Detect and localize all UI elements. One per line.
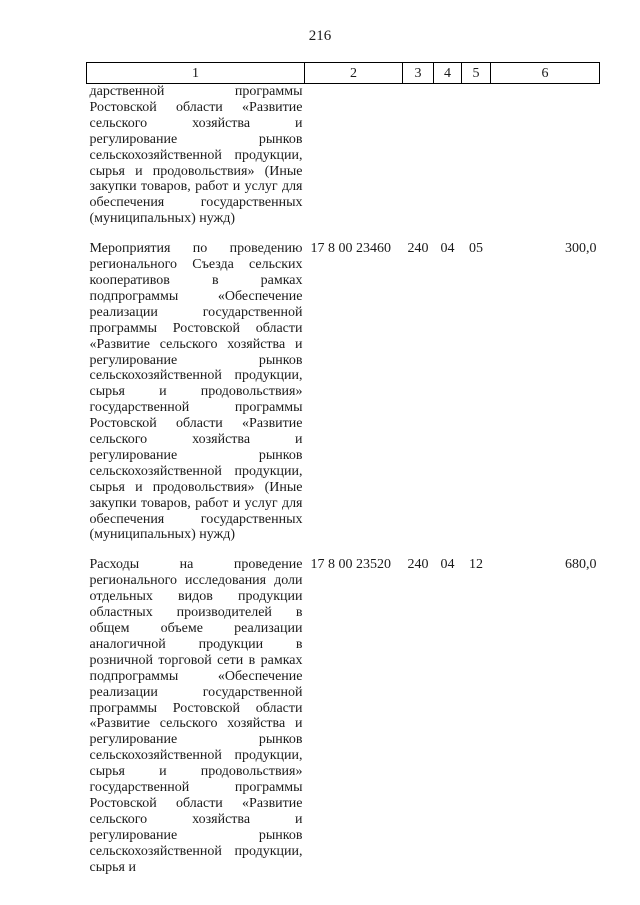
row-pr [462,84,491,228]
table-row [87,557,600,875]
header-row [87,63,600,84]
header-col-5: 5 [462,63,491,84]
table-body [87,84,600,876]
header-col-6: 6 [491,63,600,84]
row-description: Расходы на проведение регионального исследования доли отдельных видов продукции областных производителей в общем объеме реализации аналогичной продукции в розничной торговой сети в рамках подпрограммы «Обеспечение реализации государственной программы Ростовской области «Развитие сельского хозяйства и регулирование рынков сельскохозяйственной продукции, сырья и продовольствия» государственной программы Ростовской области «Развитие сельского хозяйства и регулирование рынков сельскохозяйственной продукции, сырья и [89,557,303,875]
header-col-4: 4 [434,63,462,84]
header-col-3: 3 [403,63,434,84]
row-code: 17 8 00 23460 [310,241,391,257]
header-col-2: 2 [305,63,403,84]
row-code [305,84,403,228]
row-description: Мероприятия по проведению регионального Съезда сельских кооперативов в рамках подпрограммы «Обеспечение реализации государственной программы Ростовской области «Развитие сельского хозяйства и регулирование рынков сельскохозяйственной продукции, сырья и продовольствия» государственной программы Ростовской области «Развитие сельского хозяйства и регулирование рынков сельскохозяйственной продукции, сырья и продовольствия» (Иные закупки товаров, работ и услуг для обеспечения государственных (муниципальных) нужд) [89,241,303,543]
row-rz [434,84,462,228]
budget-table [86,62,600,876]
row-code: 17 8 00 23520 [310,557,391,573]
row-rz: 04 [440,557,455,573]
row-spacer [87,543,600,557]
row-rz: 04 [440,241,455,257]
row-vr: 240 [407,557,429,573]
row-pr: 12 [469,557,483,573]
row-amount [491,84,600,228]
header-col-1: 1 [87,63,305,84]
row-vr: 240 [407,241,429,257]
row-description: дарственной программы Ростовской области «Развитие сельского хозяйства и регулирование рынков сельскохозяйственной продукции, сырья и продовольствия» (Иные закупки товаров, работ и услуг для обеспечения государственных (муниципальных) нужд) [89,84,303,227]
row-amount: 300,0 [565,241,597,257]
table-row [87,84,600,228]
row-vr [403,84,434,228]
row-pr: 05 [469,241,483,257]
table-header [87,63,600,84]
row-spacer [87,227,600,241]
table-row [87,241,600,543]
page-number: 216 [308,28,332,44]
row-amount: 680,0 [565,557,597,573]
